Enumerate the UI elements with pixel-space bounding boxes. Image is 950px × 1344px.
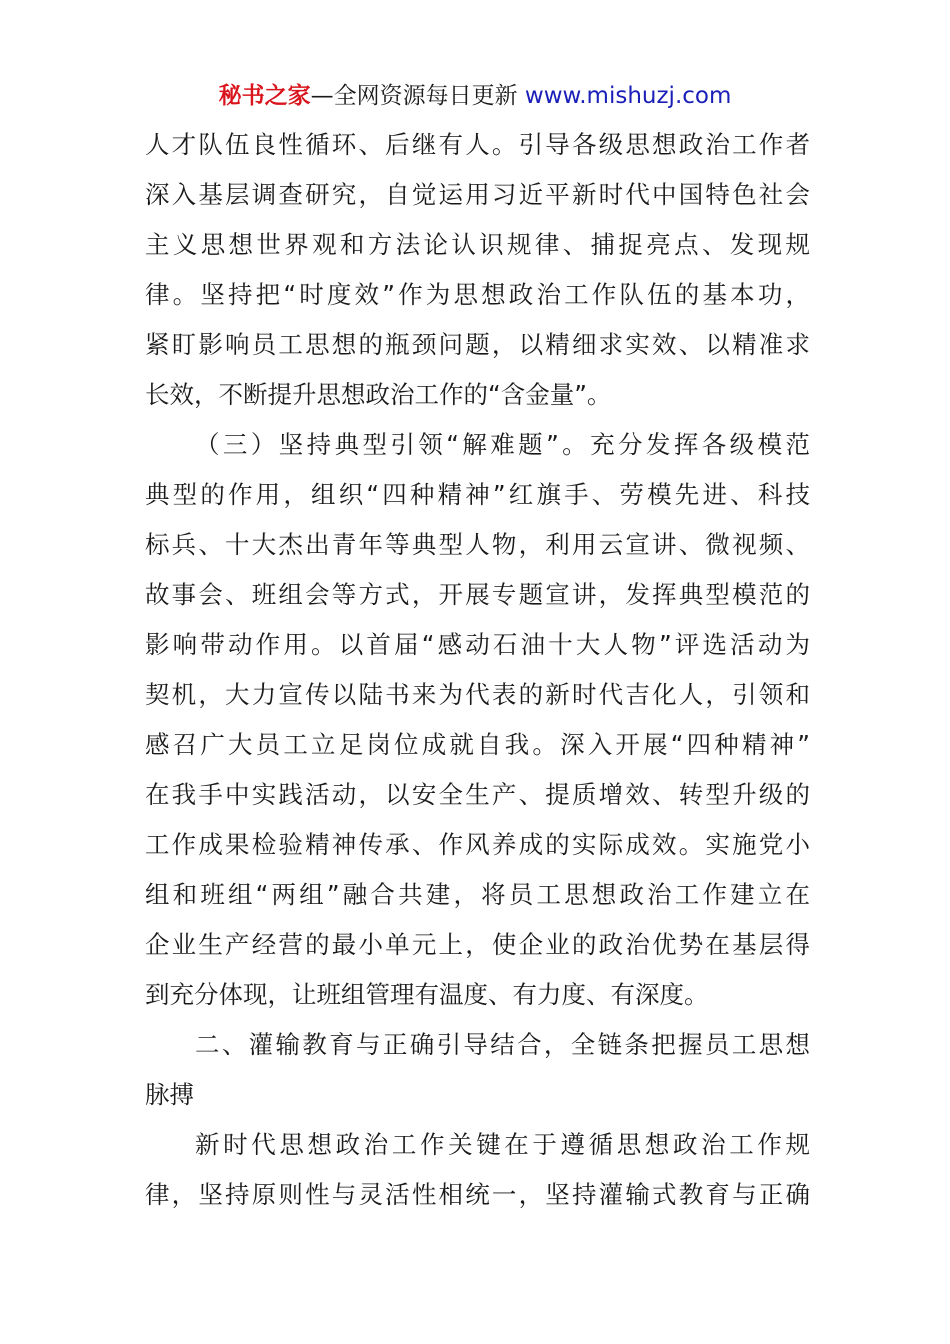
text-line: 脉搏 bbox=[145, 1080, 194, 1109]
text-line: 到充分体现，让班组管理有温度、有力度、有深度。 bbox=[145, 980, 709, 1009]
document-body bbox=[145, 120, 810, 1220]
text-line: 典型的作用，组织“四种精神”红旗手、劳模先进、科技 bbox=[145, 480, 810, 509]
text-line: 律，坚持原则性与灵活性相统一，坚持灌输式教育与正确 bbox=[145, 1180, 810, 1209]
text-line: 工作成果检验精神传承、作风养成的实际成效。实施党小 bbox=[145, 830, 810, 859]
text-line: 紧盯影响员工思想的瓶颈问题，以精细求实效、以精准求 bbox=[145, 330, 810, 359]
text-line: 感召广大员工立足岗位成就自我。深入开展“四种精神” bbox=[145, 730, 810, 759]
brand-name: 秘书之家 bbox=[218, 83, 311, 109]
text-line: 律。坚持把“时度效”作为思想政治工作队伍的基本功， bbox=[145, 280, 810, 309]
page-header bbox=[0, 80, 950, 112]
site-url[interactable]: www.mishuzj.com bbox=[517, 83, 732, 109]
text-line: 组和班组“两组”融合共建，将员工思想政治工作建立在 bbox=[145, 880, 810, 909]
text-line: 新时代思想政治工作关键在于遵循思想政治工作规 bbox=[195, 1130, 810, 1159]
header-tagline: —全网资源每日更新 bbox=[310, 83, 518, 109]
text-line: 影响带动作用。以首届“感动石油十大人物”评选活动为 bbox=[145, 630, 810, 659]
text-line: 长效，不断提升思想政治工作的“含金量”。 bbox=[145, 380, 612, 409]
section-heading-3: （三）坚持典型引领“解难题”。充分发挥各级模范 bbox=[195, 430, 810, 459]
text-line: 企业生产经营的最小单元上，使企业的政治优势在基层得 bbox=[145, 930, 810, 959]
text-line: 人才队伍良性循环、后继有人。引导各级思想政治工作者 bbox=[145, 130, 810, 159]
text-line: 标兵、十大杰出青年等典型人物，利用云宣讲、微视频、 bbox=[145, 530, 810, 559]
text-line: 契机，大力宣传以陆书来为代表的新时代吉化人，引领和 bbox=[145, 680, 810, 709]
section-heading-2: 二、灌输教育与正确引导结合，全链条把握员工思想 bbox=[195, 1030, 810, 1059]
text-line: 主义思想世界观和方法论认识规律、捕捉亮点、发现规 bbox=[145, 230, 810, 259]
text-line: 深入基层调查研究，自觉运用习近平新时代中国特色社会 bbox=[145, 180, 810, 209]
text-line: 在我手中实践活动，以安全生产、提质增效、转型升级的 bbox=[145, 780, 810, 809]
text-line: 故事会、班组会等方式，开展专题宣讲，发挥典型模范的 bbox=[145, 580, 810, 609]
